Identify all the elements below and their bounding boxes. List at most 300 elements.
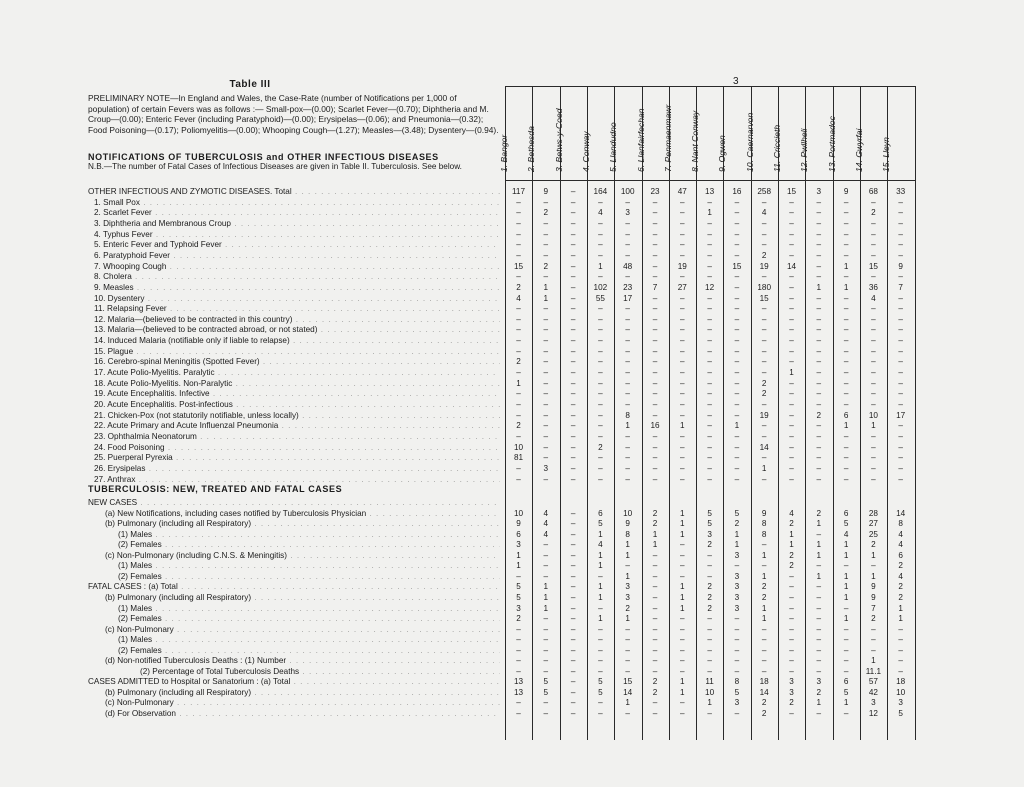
cell-value: 5: [707, 508, 712, 518]
cell-value: –: [816, 529, 822, 539]
row-label: (2) Females . . .: [118, 613, 500, 624]
cell-value: –: [734, 250, 740, 260]
cell-value: –: [680, 474, 685, 484]
cell-value: 1: [625, 698, 630, 708]
cell-value: –: [734, 378, 740, 388]
cell-value: 2: [789, 561, 794, 571]
cell-value: –: [734, 400, 740, 409]
table-row: [0, 442, 1024, 453]
cell-value: –: [898, 389, 903, 399]
cell-value: –: [898, 378, 903, 388]
cell-value: –: [598, 197, 603, 207]
cell-value: –: [707, 240, 712, 250]
cell-value: –: [871, 635, 876, 645]
cell-value: –: [843, 463, 849, 473]
cell-value: –: [871, 197, 876, 207]
cell-value: –: [625, 336, 630, 346]
cell-value: –: [816, 635, 822, 645]
cell-value: 100: [620, 187, 635, 196]
cell-value: –: [516, 666, 521, 676]
cell-value: –: [707, 410, 712, 420]
cell-value: –: [570, 550, 576, 560]
cell-value: –: [598, 314, 603, 324]
cell-value: –: [652, 571, 658, 581]
cell-value: 23: [623, 282, 633, 292]
cell-value: 47: [677, 187, 687, 196]
cell-value: 3: [516, 603, 521, 613]
cell-value: –: [898, 421, 903, 431]
row-label: 18. Acute Polio-Myelitis. Non-Paralytic . . .: [94, 378, 500, 389]
cell-value: 9: [625, 519, 630, 529]
cell-value: –: [543, 474, 549, 484]
cell-value: 14: [759, 442, 769, 452]
cell-value: 13: [513, 687, 524, 697]
cell-value: 2: [761, 378, 767, 388]
cell-value: –: [598, 656, 603, 666]
cell-value: 1: [761, 603, 767, 613]
cell-value: –: [816, 314, 822, 324]
table-row: [0, 529, 1024, 540]
cell-value: –: [570, 474, 576, 484]
cell-value: –: [898, 442, 903, 452]
cell-value: 3: [816, 677, 822, 687]
cell-value: –: [570, 282, 576, 292]
cell-value: 14: [759, 687, 769, 697]
row-label: 4. Typhus Fever . . .: [94, 229, 500, 240]
cell-value: –: [598, 635, 603, 645]
cell-value: 1: [898, 603, 903, 613]
cell-value: 1: [898, 614, 903, 624]
cell-value: 1: [843, 614, 849, 624]
cell-value: –: [734, 368, 740, 378]
table-row: [0, 420, 1024, 431]
cell-value: –: [816, 240, 822, 250]
cell-value: –: [789, 336, 794, 346]
cell-value: 2: [598, 442, 603, 452]
cell-value: –: [598, 453, 603, 463]
cell-value: –: [761, 421, 767, 431]
cell-value: –: [789, 431, 794, 441]
column-header-label: 7. Penmaenmawr: [662, 104, 673, 172]
cell-value: 1: [516, 378, 521, 388]
table-row: [0, 388, 1024, 399]
cell-value: –: [789, 218, 794, 228]
table-row: [0, 539, 1024, 550]
cell-value: –: [761, 336, 767, 346]
cell-value: 9: [761, 508, 767, 518]
cell-value: 5: [707, 519, 712, 529]
cell-value: 7: [898, 282, 903, 292]
cell-value: –: [625, 197, 630, 207]
cell-value: 1: [816, 519, 822, 529]
cell-value: –: [707, 346, 712, 356]
table-row: [0, 508, 1024, 519]
cell-value: –: [843, 400, 849, 409]
cell-value: –: [734, 624, 740, 634]
cell-value: –: [843, 474, 849, 484]
cell-value: –: [625, 378, 630, 388]
cell-value: –: [680, 368, 685, 378]
cell-value: –: [734, 561, 740, 571]
cell-value: 1: [680, 519, 685, 529]
table-row: [0, 571, 1024, 582]
cell-value: –: [570, 197, 576, 207]
cell-value: –: [789, 709, 794, 718]
row-label: 1. Small Pox . . .: [94, 197, 500, 208]
cell-value: –: [898, 656, 903, 666]
cell-value: –: [598, 421, 603, 431]
cell-value: –: [598, 571, 603, 581]
cell-value: 8: [761, 519, 767, 529]
cell-value: –: [516, 218, 521, 228]
cell-value: 9: [543, 187, 549, 196]
cell-value: –: [789, 421, 794, 431]
cell-value: 1: [843, 550, 849, 560]
cell-value: 48: [623, 261, 633, 271]
cell-value: –: [680, 410, 685, 420]
page-number: 3: [733, 76, 739, 87]
row-label: 25. Puerperal Pyrexia . . .: [94, 452, 500, 463]
table-row: [0, 218, 1024, 229]
cell-value: –: [871, 389, 876, 399]
cell-value: –: [680, 336, 685, 346]
cell-value: 2: [707, 592, 712, 602]
cell-value: 2: [871, 540, 876, 550]
cell-value: –: [734, 240, 740, 250]
cell-value: –: [652, 453, 658, 463]
cell-value: –: [898, 293, 903, 303]
cell-value: –: [516, 656, 521, 666]
cell-value: –: [598, 346, 603, 356]
row-label: 26. Erysipelas . . .: [94, 463, 500, 474]
cell-value: –: [789, 645, 794, 655]
cell-value: –: [843, 240, 849, 250]
cell-value: –: [761, 304, 767, 314]
cell-value: –: [707, 666, 712, 676]
cell-value: 2: [789, 550, 794, 560]
row-label: (1) Males . . .: [118, 560, 500, 571]
cell-value: –: [707, 389, 712, 399]
cell-value: –: [761, 645, 767, 655]
cell-value: –: [734, 272, 740, 282]
cell-value: 1: [680, 687, 685, 697]
cell-value: –: [734, 357, 740, 367]
cell-value: 1: [843, 698, 849, 708]
cell-value: 11: [705, 677, 714, 687]
cell-value: –: [543, 250, 549, 260]
cell-value: –: [789, 656, 794, 666]
cell-value: –: [734, 453, 740, 463]
cell-value: –: [598, 304, 603, 314]
row-label: (c) Non-Pulmonary (including C.N.S. & Meningitis) . . .: [105, 550, 500, 561]
table-row: [0, 592, 1024, 603]
cell-value: –: [516, 635, 521, 645]
cell-value: –: [707, 463, 712, 473]
cell-value: –: [680, 346, 685, 356]
cell-value: –: [598, 603, 603, 613]
cell-value: –: [843, 442, 849, 452]
cell-value: 2: [761, 698, 767, 708]
cell-value: –: [898, 357, 903, 367]
cell-value: –: [816, 582, 822, 592]
cell-value: –: [843, 389, 849, 399]
table-row: [0, 603, 1024, 614]
cell-value: 15: [786, 187, 797, 196]
cell-value: 1: [680, 508, 685, 518]
cell-value: 12: [705, 282, 715, 292]
cell-value: 2: [543, 261, 549, 271]
cell-value: –: [680, 550, 685, 560]
cell-value: –: [652, 261, 658, 271]
cell-value: –: [516, 229, 521, 239]
cell-value: 2: [761, 250, 767, 260]
cell-value: –: [707, 421, 712, 431]
cell-value: –: [543, 272, 549, 282]
table-row: [0, 282, 1024, 293]
cell-value: 1: [516, 550, 521, 560]
cell-value: –: [707, 314, 712, 324]
cell-value: –: [816, 229, 822, 239]
cell-value: 4: [543, 508, 549, 518]
row-label: 14. Induced Malaria (notifiable only if liable to relapse) . . .: [94, 335, 500, 346]
cell-value: –: [652, 442, 658, 452]
cell-value: 1: [625, 614, 630, 624]
cell-value: 6: [843, 677, 849, 687]
cell-value: –: [598, 463, 603, 473]
cell-value: –: [871, 357, 876, 367]
cell-value: –: [598, 410, 603, 420]
cell-value: 1: [680, 677, 685, 687]
cell-value: –: [734, 325, 740, 335]
cell-value: 16: [650, 421, 660, 431]
cell-value: –: [570, 218, 576, 228]
cell-value: –: [598, 229, 603, 239]
cell-value: –: [516, 325, 521, 335]
cell-value: –: [843, 453, 849, 463]
table-row: [0, 497, 1024, 508]
cell-value: 4: [598, 208, 603, 218]
row-label: (1) Males . . .: [118, 529, 500, 540]
cell-value: –: [516, 272, 521, 282]
table-row: [0, 410, 1024, 421]
cell-value: 1: [871, 656, 876, 666]
cell-value: 2: [898, 582, 903, 592]
cell-value: –: [816, 421, 822, 431]
cell-value: –: [570, 463, 576, 473]
table-row: [0, 207, 1024, 218]
cell-value: 1: [598, 592, 603, 602]
cell-value: –: [516, 368, 521, 378]
cell-value: –: [898, 368, 903, 378]
cell-value: –: [761, 357, 767, 367]
cell-value: 13: [513, 677, 524, 687]
cell-value: –: [707, 218, 712, 228]
cell-value: –: [761, 229, 767, 239]
cell-value: –: [789, 240, 794, 250]
table-row: [0, 356, 1024, 367]
cell-value: 5: [843, 519, 849, 529]
cell-value: 2: [871, 208, 876, 218]
cell-value: –: [570, 368, 576, 378]
cell-value: –: [816, 218, 822, 228]
cell-value: –: [625, 218, 630, 228]
cell-value: –: [543, 624, 549, 634]
cell-value: 2: [625, 603, 630, 613]
cell-value: 1: [871, 571, 876, 581]
cell-value: –: [707, 261, 712, 271]
table-row: [0, 560, 1024, 571]
nb-note: N.B.—The number of Fatal Cases of Infectious Diseases are given in Table II. Tuberculosis. See below.: [88, 162, 462, 171]
cell-value: –: [652, 709, 658, 718]
cell-value: –: [543, 346, 549, 356]
cell-value: 2: [652, 687, 658, 697]
cell-value: –: [898, 325, 903, 335]
cell-value: –: [789, 378, 794, 388]
cell-value: –: [543, 709, 549, 718]
preliminary-note: PRELIMINARY NOTE—In England and Wales, the Case-Rate (number of Notifications per 1,000 of population) of certain Fevers was as follows :— Small-pox—(0.00); Scarlet Fever—(0.70); Diphtheria and M. Croup—(0.00); Enteric Fever (including Paratyphoid)—(0.00); Erysipelas—(0.06); and Pneumonia—(0.32); Food Poisoning—(0.17); Poliomyelitis—(0.00); Whooping Cough—(1.27); Measles—(3.48); Dysentery—(0.94).: [88, 93, 499, 135]
cell-value: –: [789, 624, 794, 634]
cell-value: –: [652, 410, 658, 420]
cell-value: –: [789, 603, 794, 613]
cell-value: –: [871, 442, 876, 452]
cell-value: 2: [761, 709, 767, 718]
cell-value: –: [789, 282, 794, 292]
cell-value: –: [543, 400, 549, 409]
cell-value: 2: [816, 410, 822, 420]
cell-value: 1: [652, 529, 658, 539]
row-label: NEW CASES . . .: [88, 497, 500, 508]
cell-value: –: [707, 645, 712, 655]
table-row: [0, 324, 1024, 335]
cell-value: –: [816, 208, 822, 218]
cell-value: –: [734, 431, 740, 441]
cell-value: –: [734, 229, 740, 239]
cell-value: –: [652, 229, 658, 239]
cell-value: 4: [543, 519, 549, 529]
cell-value: –: [843, 293, 849, 303]
cell-value: 3: [625, 208, 630, 218]
cell-value: 5: [516, 592, 521, 602]
cell-value: 1: [734, 529, 740, 539]
cell-value: –: [680, 240, 685, 250]
cell-value: –: [652, 357, 658, 367]
cell-value: –: [570, 304, 576, 314]
cell-value: –: [570, 571, 576, 581]
cell-value: –: [816, 325, 822, 335]
cell-value: –: [570, 261, 576, 271]
cell-value: –: [789, 197, 794, 207]
cell-value: –: [652, 474, 658, 484]
cell-value: –: [871, 645, 876, 655]
cell-value: –: [843, 304, 849, 314]
cell-value: 5: [734, 508, 740, 518]
cell-value: –: [816, 346, 822, 356]
cell-value: 1: [598, 582, 603, 592]
cell-value: –: [816, 272, 822, 282]
table-row: [0, 581, 1024, 592]
cell-value: –: [570, 540, 576, 550]
cell-value: –: [898, 304, 903, 314]
cell-value: 180: [757, 282, 772, 292]
cell-value: 19: [677, 261, 687, 271]
cell-value: –: [816, 293, 822, 303]
cell-value: 1: [843, 282, 849, 292]
cell-value: –: [680, 357, 685, 367]
cell-value: –: [516, 709, 521, 718]
cell-value: 1: [843, 421, 849, 431]
cell-value: –: [707, 614, 712, 624]
cell-value: –: [761, 431, 767, 441]
cell-value: 10: [896, 687, 906, 697]
cell-value: –: [625, 240, 630, 250]
cell-value: 6: [516, 529, 521, 539]
cell-value: –: [543, 431, 549, 441]
cell-value: –: [816, 656, 822, 666]
table-row: [0, 655, 1024, 666]
cell-value: –: [789, 389, 794, 399]
table-row: [0, 399, 1024, 410]
cell-value: –: [680, 229, 685, 239]
cell-value: –: [570, 645, 576, 655]
cell-value: –: [543, 218, 549, 228]
cell-value: –: [516, 624, 521, 634]
table-row: [0, 378, 1024, 389]
cell-value: –: [652, 698, 658, 708]
cell-value: –: [843, 624, 849, 634]
cell-value: –: [652, 635, 658, 645]
cell-value: –: [680, 635, 685, 645]
row-label: (d) For Observation . . .: [105, 708, 500, 719]
cell-value: –: [680, 463, 685, 473]
cell-value: –: [707, 635, 712, 645]
table-row: [0, 687, 1024, 698]
cell-value: –: [652, 389, 658, 399]
cell-value: –: [843, 272, 849, 282]
cell-value: –: [570, 677, 576, 687]
cell-value: –: [761, 540, 767, 550]
table-row: [0, 613, 1024, 624]
cell-value: –: [543, 561, 549, 571]
row-label: 23. Ophthalmia Neonatorum . . .: [94, 431, 500, 442]
cell-value: 1: [625, 550, 630, 560]
column-header-label: 4. Conway: [580, 131, 591, 172]
cell-value: –: [871, 378, 876, 388]
cell-value: –: [570, 529, 576, 539]
cell-value: –: [816, 378, 822, 388]
cell-value: 6: [843, 508, 849, 518]
cell-value: –: [570, 208, 576, 218]
cell-value: –: [680, 614, 685, 624]
row-label: 9. Measles . . .: [94, 282, 500, 293]
cell-value: –: [761, 240, 767, 250]
cell-value: 8: [898, 519, 903, 529]
cell-value: –: [570, 336, 576, 346]
row-label: (b) Pulmonary (including all Respiratory) . . .: [105, 518, 500, 529]
cell-value: –: [598, 709, 603, 718]
cell-value: 2: [789, 698, 794, 708]
cell-value: 1: [543, 293, 549, 303]
cell-value: 1: [543, 582, 549, 592]
column-header-label: 13. Portmadoc: [826, 116, 837, 172]
cell-value: –: [543, 550, 549, 560]
row-label: 2. Scarlet Fever . . .: [94, 207, 500, 218]
cell-value: –: [543, 571, 549, 581]
cell-value: –: [761, 314, 767, 324]
section-heading-tuberculosis: TUBERCULOSIS: NEW, TREATED AND FATAL CASES: [88, 484, 343, 494]
cell-value: –: [570, 229, 576, 239]
cell-value: –: [789, 442, 794, 452]
cell-value: –: [570, 187, 576, 196]
